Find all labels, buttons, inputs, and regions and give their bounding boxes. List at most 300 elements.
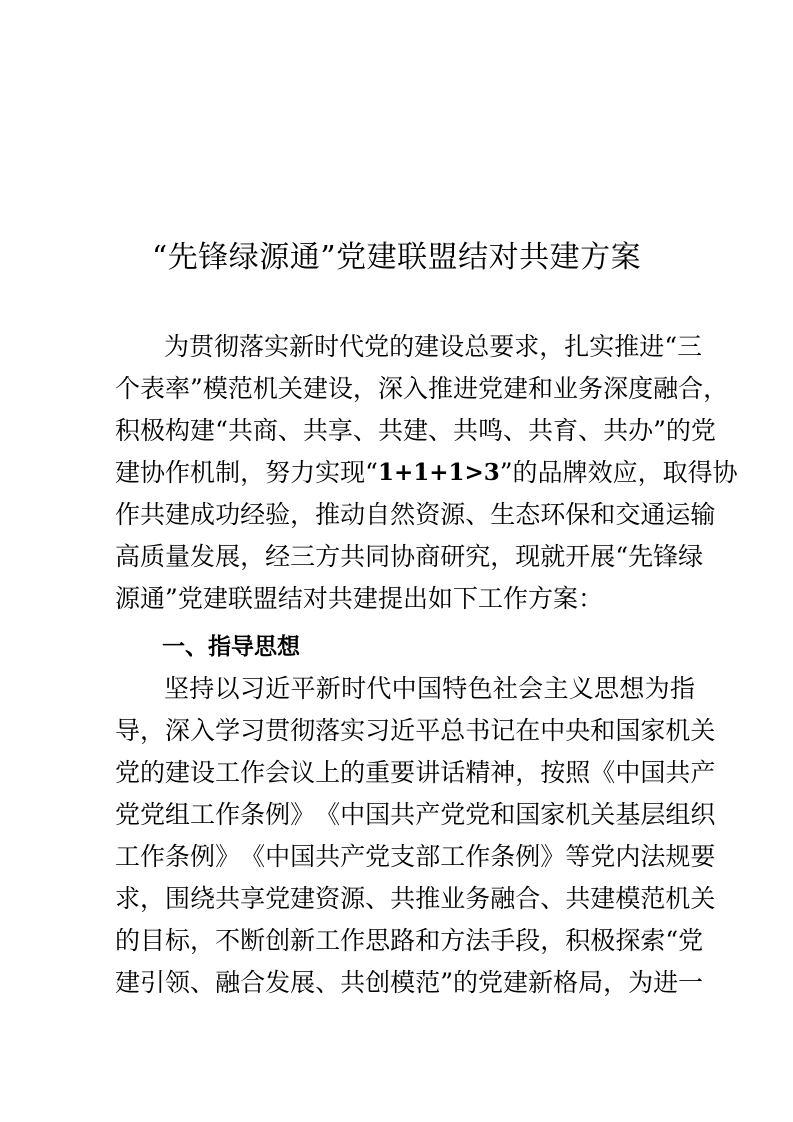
- glyph: 育: [553, 416, 579, 445]
- glyph: 推: [415, 884, 441, 913]
- glyph: 通: [640, 500, 666, 529]
- glyph: 党: [115, 800, 141, 829]
- glyph: 想: [619, 674, 645, 703]
- glyph: 联: [227, 584, 253, 613]
- glyph: 机: [665, 884, 691, 913]
- glyph: 的: [340, 758, 366, 787]
- glyph: 话: [440, 758, 466, 787]
- glyph: 共: [340, 542, 366, 571]
- glyph: 锋: [653, 542, 679, 571]
- glyph: 构: [165, 416, 191, 445]
- glyph: 输: [690, 500, 716, 529]
- glyph: ：: [578, 584, 604, 613]
- glyph: 国: [290, 842, 316, 871]
- glyph: “: [615, 542, 629, 571]
- glyph: 实: [589, 332, 615, 361]
- glyph: 书: [465, 716, 491, 745]
- glyph: 、: [315, 968, 341, 997]
- glyph: 同: [365, 542, 391, 571]
- glyph: 义: [568, 674, 594, 703]
- glyph: 国: [365, 800, 391, 829]
- glyph: 作: [215, 800, 241, 829]
- glyph: 产: [340, 842, 366, 871]
- glyph: 建: [115, 458, 141, 487]
- glyph: 范: [415, 968, 441, 997]
- glyph: 党: [478, 968, 504, 997]
- glyph: 合: [678, 374, 704, 403]
- glyph: 的: [140, 758, 166, 787]
- glyph: 会: [265, 758, 291, 787]
- glyph: 协: [140, 458, 166, 487]
- glyph: 习: [239, 674, 265, 703]
- glyph: 绕: [190, 884, 216, 913]
- glyph: 努: [265, 458, 291, 487]
- glyph: 建: [190, 416, 216, 445]
- glyph: 总: [440, 716, 466, 745]
- glyph: 主: [543, 674, 569, 703]
- glyph: 党: [265, 884, 291, 913]
- glyph: 模: [615, 884, 641, 913]
- glyph: 源: [440, 500, 466, 529]
- paragraph-line: [115, 921, 704, 961]
- glyph: 机: [252, 374, 278, 403]
- glyph: 落: [239, 332, 265, 361]
- glyph: 建: [590, 884, 616, 913]
- glyph: 段: [515, 926, 541, 955]
- glyph: 党: [177, 584, 203, 613]
- glyph: 实: [264, 332, 290, 361]
- paragraph-line: [115, 795, 716, 835]
- glyph: 重: [365, 758, 391, 787]
- glyph: 下: [452, 584, 478, 613]
- glyph: 共: [665, 758, 691, 787]
- glyph: 格: [553, 968, 579, 997]
- glyph: 国: [640, 758, 666, 787]
- glyph: 条: [490, 842, 516, 871]
- glyph: 的: [512, 458, 538, 487]
- glyph: 源: [340, 884, 366, 913]
- glyph: 神: [490, 758, 516, 787]
- glyph: 法: [465, 926, 491, 955]
- glyph: 新: [290, 926, 316, 955]
- glyph: 学: [215, 716, 241, 745]
- glyph: ，: [140, 716, 166, 745]
- glyph: 要: [690, 842, 716, 871]
- glyph: 关: [690, 716, 716, 745]
- glyph: 力: [290, 458, 316, 487]
- glyph: 照: [565, 758, 591, 787]
- glyph: 范: [227, 374, 253, 403]
- glyph: 要: [489, 332, 515, 361]
- glyph: 进: [639, 332, 665, 361]
- paragraph-line: [115, 579, 695, 619]
- glyph: 共: [390, 800, 416, 829]
- glyph: 精: [465, 758, 491, 787]
- glyph: 方: [315, 542, 341, 571]
- glyph: 的: [389, 332, 415, 361]
- glyph: 享: [240, 884, 266, 913]
- glyph: 近: [265, 674, 291, 703]
- glyph: 源: [115, 584, 141, 613]
- glyph: 一: [678, 968, 704, 997]
- glyph: 保: [565, 500, 591, 529]
- glyph: 经: [240, 500, 266, 529]
- glyph: 规: [665, 842, 691, 871]
- glyph: 中: [340, 800, 366, 829]
- glyph: 按: [540, 758, 566, 787]
- glyph: 目: [140, 926, 166, 955]
- glyph: 产: [415, 800, 441, 829]
- glyph: 和: [528, 374, 554, 403]
- glyph: 共: [565, 884, 591, 913]
- glyph: 讲: [415, 758, 441, 787]
- glyph: 究: [465, 542, 491, 571]
- glyph: 自: [365, 500, 391, 529]
- glyph: ，: [703, 374, 729, 403]
- glyph: 上: [315, 758, 341, 787]
- glyph: 机: [190, 458, 216, 487]
- glyph: 三: [677, 332, 703, 361]
- glyph: 展: [215, 542, 241, 571]
- glyph: 建: [302, 374, 328, 403]
- glyph: 指: [669, 674, 695, 703]
- glyph: 和: [490, 800, 516, 829]
- glyph: 和: [590, 500, 616, 529]
- glyph: 《: [590, 758, 616, 787]
- glyph: 手: [490, 926, 516, 955]
- paragraph-line: [164, 669, 695, 709]
- glyph: ，: [515, 758, 541, 787]
- glyph: 社: [492, 674, 518, 703]
- glyph: 、: [427, 416, 453, 445]
- glyph: 中: [540, 716, 566, 745]
- glyph: 党: [678, 926, 704, 955]
- glyph: 层: [640, 800, 666, 829]
- glyph: 方: [528, 584, 554, 613]
- paragraph-line: [115, 879, 716, 919]
- glyph: 方: [440, 926, 466, 955]
- glyph: 会: [518, 674, 544, 703]
- glyph: “: [215, 416, 228, 445]
- glyph: 、: [503, 416, 529, 445]
- glyph: 新: [528, 968, 554, 997]
- glyph: 导: [115, 716, 141, 745]
- glyph: 牌: [562, 458, 588, 487]
- glyph: 实: [340, 716, 366, 745]
- glyph: 功: [215, 500, 241, 529]
- glyph: 建: [503, 374, 529, 403]
- glyph: 作: [503, 584, 529, 613]
- glyph: 通: [140, 584, 166, 613]
- glyph: 质: [140, 542, 166, 571]
- glyph: ”: [653, 416, 666, 445]
- glyph: 、: [540, 884, 566, 913]
- glyph: 习: [240, 716, 266, 745]
- glyph: 条: [240, 800, 266, 829]
- glyph: 为: [628, 968, 654, 997]
- glyph: 彻: [290, 716, 316, 745]
- glyph: 党: [140, 800, 166, 829]
- glyph: 》: [215, 842, 241, 871]
- glyph: ，: [140, 884, 166, 913]
- glyph: 工: [190, 800, 216, 829]
- glyph: 坚: [164, 674, 190, 703]
- glyph: 《: [240, 842, 266, 871]
- glyph: 的: [665, 416, 691, 445]
- glyph: 机: [665, 716, 691, 745]
- glyph: 家: [540, 800, 566, 829]
- glyph: 开: [565, 542, 591, 571]
- glyph: 极: [140, 416, 166, 445]
- glyph: 法: [640, 842, 666, 871]
- glyph: 深: [603, 374, 629, 403]
- glyph: “: [665, 926, 679, 955]
- paragraph-line: [115, 837, 716, 877]
- glyph: 党: [690, 416, 716, 445]
- glyph: 应: [612, 458, 638, 487]
- glyph: 领: [165, 968, 191, 997]
- glyph: 、: [465, 500, 491, 529]
- glyph: 、: [578, 416, 604, 445]
- glyph: 和: [415, 926, 441, 955]
- glyph: 现: [515, 542, 541, 571]
- glyph: 求: [115, 884, 141, 913]
- glyph: 盟: [252, 584, 278, 613]
- glyph: 度: [628, 374, 654, 403]
- glyph: 业: [553, 374, 579, 403]
- glyph: 现: [340, 458, 366, 487]
- glyph: 创: [365, 968, 391, 997]
- glyph: 设: [439, 332, 465, 361]
- glyph: 平: [290, 674, 316, 703]
- glyph: 协: [390, 542, 416, 571]
- glyph: 发: [265, 968, 291, 997]
- glyph: 贯: [265, 716, 291, 745]
- glyph: 合: [515, 884, 541, 913]
- glyph: 路: [390, 926, 416, 955]
- glyph: 效: [587, 458, 613, 487]
- glyph: 鸣: [478, 416, 504, 445]
- glyph: 务: [578, 374, 604, 403]
- glyph: 率: [165, 374, 191, 403]
- glyph: 建: [165, 500, 191, 529]
- glyph: 关: [690, 884, 716, 913]
- glyph: 资: [415, 500, 441, 529]
- glyph: ，: [490, 542, 516, 571]
- glyph: 共: [390, 884, 416, 913]
- glyph: 商: [415, 542, 441, 571]
- glyph: 党: [478, 374, 504, 403]
- glyph: 持: [189, 674, 215, 703]
- glyph: 范: [640, 884, 666, 913]
- glyph: 总: [464, 332, 490, 361]
- glyph: 务: [465, 884, 491, 913]
- glyph: 入: [402, 374, 428, 403]
- glyph: 近: [390, 716, 416, 745]
- glyph: 引: [140, 968, 166, 997]
- glyph: 研: [440, 542, 466, 571]
- glyph: 合: [240, 968, 266, 997]
- glyph: 在: [515, 716, 541, 745]
- glyph: 推: [315, 500, 341, 529]
- glyph: 建: [352, 584, 378, 613]
- glyph: 以: [214, 674, 240, 703]
- glyph: 绿: [678, 542, 704, 571]
- glyph: 代: [366, 674, 392, 703]
- glyph: 工: [440, 842, 466, 871]
- glyph: 共: [140, 500, 166, 529]
- glyph: 就: [540, 542, 566, 571]
- glyph: 和: [590, 716, 616, 745]
- glyph: 共: [340, 968, 366, 997]
- glyph: 品: [537, 458, 563, 487]
- glyph: 工: [478, 584, 504, 613]
- glyph: 国: [515, 800, 541, 829]
- glyph: 商: [252, 416, 278, 445]
- glyph: 时: [314, 332, 340, 361]
- glyph: 新: [289, 332, 315, 361]
- glyph: 1+1+1>3: [377, 459, 500, 486]
- glyph: 时: [341, 674, 367, 703]
- glyph: 深: [377, 374, 403, 403]
- glyph: 三: [290, 542, 316, 571]
- glyph: 探: [615, 926, 641, 955]
- glyph: 创: [265, 926, 291, 955]
- glyph: 《: [315, 800, 341, 829]
- glyph: 先: [628, 542, 654, 571]
- glyph: 进: [653, 968, 679, 997]
- paragraph-line: [115, 963, 704, 1003]
- glyph: 环: [540, 500, 566, 529]
- glyph: 落: [315, 716, 341, 745]
- glyph: 党: [364, 332, 390, 361]
- glyph: 关: [277, 374, 303, 403]
- glyph: 作: [465, 842, 491, 871]
- glyph: 断: [240, 926, 266, 955]
- glyph: 建: [165, 758, 191, 787]
- glyph: 中: [265, 842, 291, 871]
- glyph: ，: [352, 374, 378, 403]
- glyph: 部: [415, 842, 441, 871]
- glyph: ，: [190, 926, 216, 955]
- glyph: 、: [365, 884, 391, 913]
- glyph: 作: [240, 758, 266, 787]
- glyph: 国: [615, 716, 641, 745]
- glyph: 标: [165, 926, 191, 955]
- glyph: 织: [690, 800, 716, 829]
- glyph: ”: [190, 374, 203, 403]
- glyph: 局: [578, 968, 604, 997]
- glyph: 融: [490, 884, 516, 913]
- glyph: 运: [665, 500, 691, 529]
- glyph: 模: [390, 968, 416, 997]
- glyph: 习: [365, 716, 391, 745]
- glyph: 如: [427, 584, 453, 613]
- glyph: 个: [115, 374, 141, 403]
- glyph: 验: [265, 500, 291, 529]
- glyph: ，: [603, 968, 629, 997]
- glyph: 融: [653, 374, 679, 403]
- glyph: 态: [515, 500, 541, 529]
- glyph: 索: [640, 926, 666, 955]
- glyph: 中: [391, 674, 417, 703]
- glyph: 得: [687, 458, 713, 487]
- glyph: 制: [215, 458, 241, 487]
- glyph: 彻: [214, 332, 240, 361]
- glyph: 建: [503, 968, 529, 997]
- glyph: 入: [190, 716, 216, 745]
- glyph: 资: [315, 884, 341, 913]
- glyph: 享: [327, 416, 353, 445]
- glyph: 的: [452, 968, 478, 997]
- glyph: 思: [594, 674, 620, 703]
- glyph: 建: [115, 968, 141, 997]
- glyph: 共: [603, 416, 629, 445]
- glyph: 基: [615, 800, 641, 829]
- glyph: 新: [315, 674, 341, 703]
- glyph: 模: [202, 374, 228, 403]
- paragraph-line: [115, 495, 716, 535]
- glyph: ，: [240, 458, 266, 487]
- glyph: 为: [644, 674, 670, 703]
- glyph: 经: [265, 542, 291, 571]
- glyph: 中: [615, 758, 641, 787]
- glyph: 共: [452, 416, 478, 445]
- glyph: 的: [115, 926, 141, 955]
- glyph: ，: [539, 332, 565, 361]
- glyph: 平: [415, 716, 441, 745]
- glyph: 不: [215, 926, 241, 955]
- glyph: 工: [215, 758, 241, 787]
- glyph: 支: [390, 842, 416, 871]
- glyph: 思: [365, 926, 391, 955]
- glyph: 、: [277, 416, 303, 445]
- glyph: 为: [164, 332, 190, 361]
- glyph: 党: [115, 758, 141, 787]
- glyph: 机: [565, 800, 591, 829]
- glyph: 建: [202, 584, 228, 613]
- glyph: ”: [499, 458, 513, 487]
- glyph: 设: [327, 374, 353, 403]
- glyph: 作: [340, 926, 366, 955]
- glyph: 家: [640, 716, 666, 745]
- glyph: 实: [315, 458, 341, 487]
- glyph: “: [664, 332, 678, 361]
- glyph: 表: [140, 374, 166, 403]
- glyph: 扎: [564, 332, 590, 361]
- glyph: 展: [290, 968, 316, 997]
- glyph: 高: [115, 542, 141, 571]
- glyph: 建: [414, 332, 440, 361]
- paragraph-line: [115, 369, 729, 409]
- glyph: 案: [553, 584, 579, 613]
- document-title: “先锋绿源通”党建联盟结对共建方案: [151, 240, 642, 275]
- glyph: 共: [377, 416, 403, 445]
- glyph: 对: [302, 584, 328, 613]
- glyph: 、: [190, 968, 216, 997]
- glyph: 记: [490, 716, 516, 745]
- paragraph-line: [115, 537, 704, 577]
- glyph: 建: [402, 416, 428, 445]
- glyph: 共: [327, 584, 353, 613]
- glyph: 动: [340, 500, 366, 529]
- glyph: 协: [712, 458, 738, 487]
- paragraph-line: [115, 453, 738, 493]
- glyph: 生: [490, 500, 516, 529]
- glyph: 党: [440, 800, 466, 829]
- glyph: 融: [215, 968, 241, 997]
- paragraph-line: [115, 753, 716, 793]
